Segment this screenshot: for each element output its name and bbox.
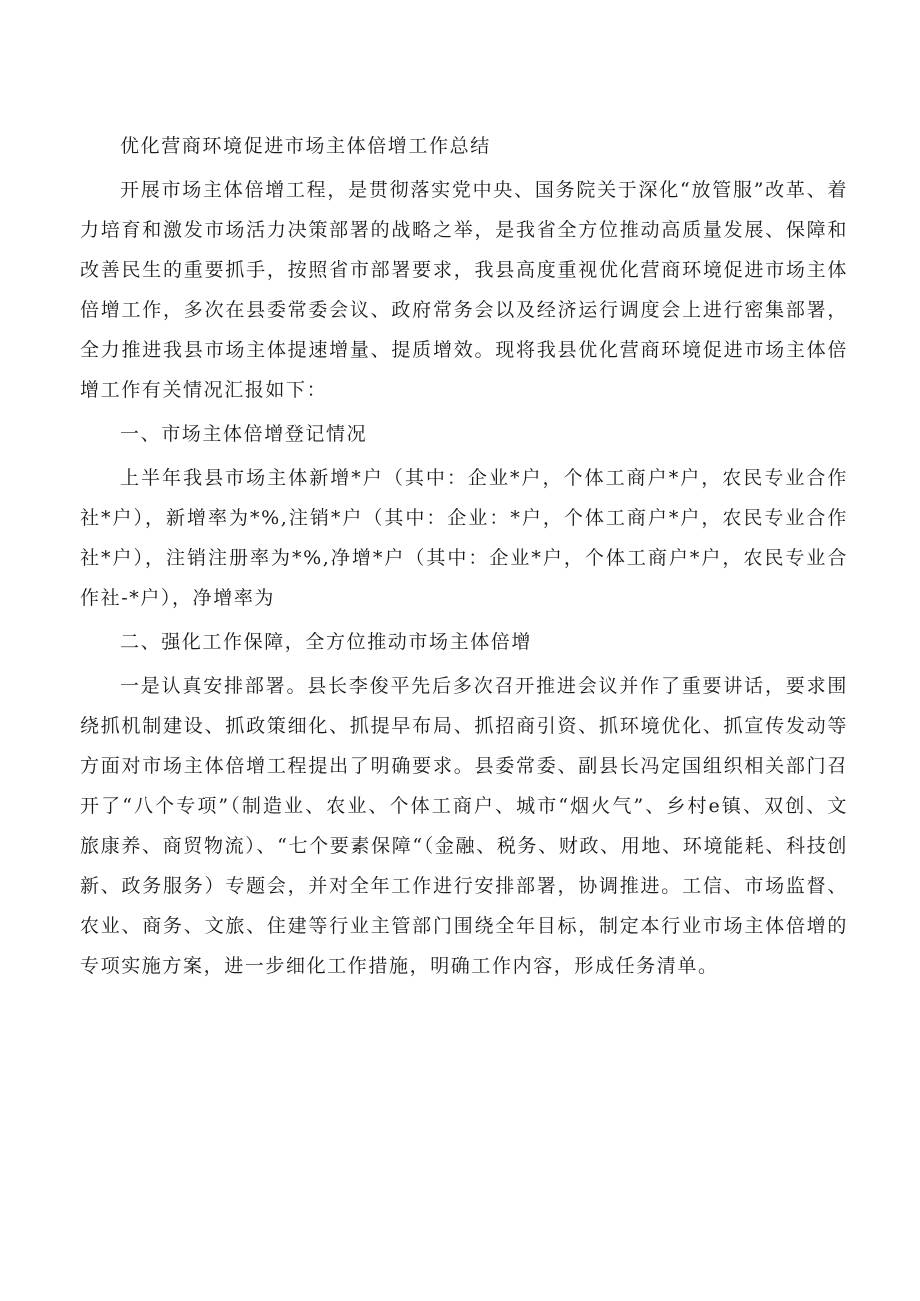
intro-paragraph: 开展市场主体倍增工程，是贯彻落实党中央、国务院关于深化“放管服”改革、着力培育和激发市场活力决策部署的战略之举，是我省全方位推动高质量发展、保障和改善民生的重要抓手，按照省市部署要求，我县高度重视优化营商环境促进市场主体倍增工作，多次在县委常委会议、政府常务会以及经济运行调度会上进行密集部署，全力推进我县市场主体提速增量、提质增效。现将我县优化营商环境促进市场主体倍增工作有关情况汇报如下： (80, 179, 848, 401)
section-1-heading: 一、市场主体倍增登记情况 (120, 423, 368, 445)
section-2-heading: 二、强化工作保障，全方位推动市场主体倍增 (120, 631, 533, 653)
section-1-paragraph: 上半年我县市场主体新增*户（其中：企业*户，个体工商户*户，农民专业合作社*户），新增率为*%,注销*户（其中：企业：*户，个体工商户*户，农民专业合作社*户），注销注册率为*%,净增*户（其中：企业*户，个体工商户*户，农民专业合作社-*户），净增率为 (80, 467, 848, 609)
document-title: 优化营商环境促进市场主体倍增工作总结 (120, 135, 491, 157)
document-body (80, 126, 848, 986)
section-2-paragraph: 一是认真安排部署。县长李俊平先后多次召开推进会议并作了重要讲话，要求围绕抓机制建设、抓政策细化、抓提早布局、抓招商引资、抓环境优化、抓宣传发动等方面对市场主体倍增工程提出了明确要求。县委常委、副县长冯定国组织相关部门召开了“八个专项”（制造业、农业、个体工商户、城市“烟火气”、乡村e镇、双创、文旅康养、商贸物流）、“七个要素保障“（金融、税务、财政、用地、环境能耗、科技创新、政务服务）专题会，并对全年工作进行安排部署，协调推进。工信、市场监督、农业、商务、文旅、住建等行业主管部门围绕全年目标，制定本行业市场主体倍增的专项实施方案，进一步细化工作措施，明确工作内容，形成任务清单。 (80, 675, 848, 977)
